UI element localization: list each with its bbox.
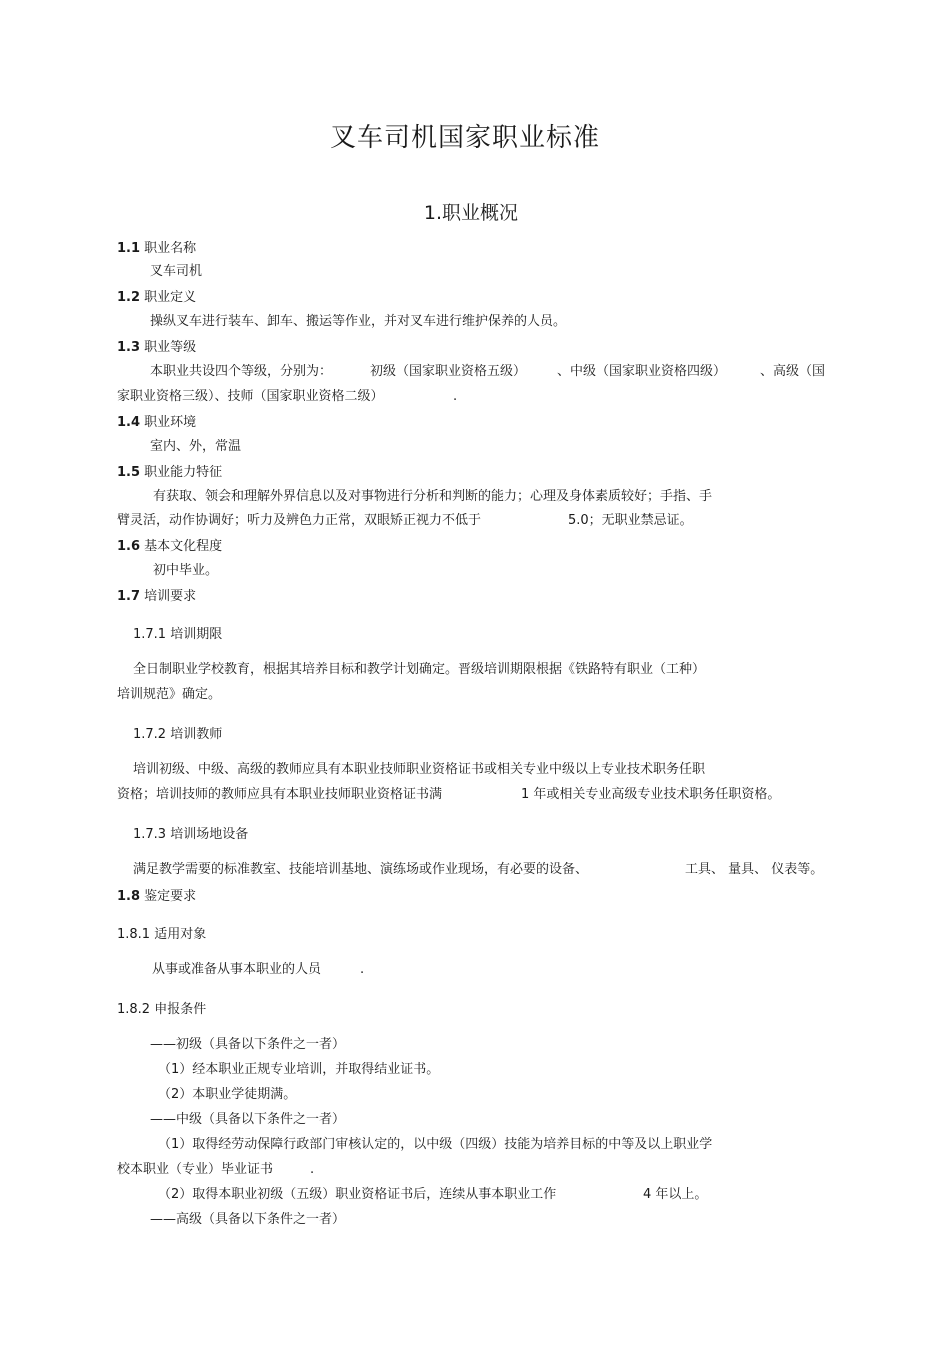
section-number: 1.6: [117, 539, 141, 554]
section-1-6-body: 初中毕业。: [153, 563, 219, 578]
chapter-heading: 1.职业概况: [423, 202, 519, 224]
subsection-1-8-1-body-b: .: [360, 962, 365, 977]
condition-intermediate-item-1-line-2b: .: [310, 1162, 315, 1177]
subsection-1-7-3-line-1b: 工具、 量具、 仪表等。: [685, 862, 824, 877]
section-number: 1.5: [117, 465, 141, 480]
section-1-1-heading: [117, 240, 196, 258]
section-1-3-line-1d: 、高级（国: [760, 364, 826, 379]
section-1-3-line-2b: .: [453, 389, 458, 404]
section-1-5-line-2b: 5.0；无职业禁忌证。: [568, 513, 693, 528]
subsection-1-7-2-line-2a: 资格；培训技师的教师应具有本职业技师职业资格证书满: [117, 787, 443, 802]
section-number: 1.4: [117, 415, 141, 430]
section-1-3-line-1b: 初级（国家职业资格五级）: [370, 364, 527, 379]
condition-senior-heading: ——高级（具备以下条件之一者）: [150, 1212, 346, 1227]
subsection-1-7-1-line-1: 全日制职业学校教育，根据其培养目标和教学计划确定。晋级培训期限根据《铁路特有职业（工种）: [133, 662, 706, 677]
section-number: 1.8: [117, 889, 141, 904]
section-number: 1.7: [117, 589, 141, 604]
condition-intermediate-item-1-line-1: （1）取得经劳动保障行政部门审核认定的，以中级（四级）技能为培养目标的中等及以上职业学: [158, 1137, 713, 1152]
section-number: 1.1: [117, 241, 141, 256]
subsection-1-8-1-heading: 1.8.1 适用对象: [117, 927, 207, 942]
section-1-3-line-2a: 家职业资格三级）、技师（国家职业资格二级）: [117, 389, 384, 404]
section-label: 职业环境: [144, 415, 197, 430]
section-label: 职业名称: [144, 241, 197, 256]
section-1-3-line-1a: 本职业共设四个等级，分别为：: [150, 364, 333, 379]
section-1-3-heading: [117, 339, 196, 357]
subsection-1-7-3-heading: 1.7.3 培训场地设备: [133, 827, 249, 842]
section-1-4-heading: [117, 414, 196, 432]
section-1-5-line-2a: 臂灵活，动作协调好；听力及辨色力正常，双眼矫正视力不低于: [117, 513, 482, 528]
condition-junior-item-2: （2）本职业学徒期满。: [158, 1087, 297, 1102]
section-1-4-body: 室内、外，常温: [150, 439, 242, 454]
subsection-1-8-1-body-a: 从事或准备从事本职业的人员: [152, 962, 322, 977]
document-title: 叉车司机国家职业标准: [329, 123, 600, 153]
section-label: 鉴定要求: [144, 889, 197, 904]
condition-junior-item-1: （1）经本职业正规专业培训，并取得结业证书。: [158, 1062, 440, 1077]
section-number: 1.2: [117, 290, 141, 305]
section-label: 培训要求: [144, 589, 197, 604]
section-1-3-line-1c: 、中级（国家职业资格四级）: [557, 364, 727, 379]
section-label: 职业定义: [144, 290, 197, 305]
condition-intermediate-item-2a: （2）取得本职业初级（五级）职业资格证书后，连续从事本职业工作: [158, 1187, 557, 1202]
subsection-1-7-1-heading: 1.7.1 培训期限: [133, 627, 223, 642]
section-1-8-heading: [117, 888, 196, 906]
subsection-1-7-3-line-1a: 满足教学需要的标准教室、技能培训基地、演练场或作业现场，有必要的设备、: [133, 862, 589, 877]
condition-intermediate-item-2b: 4 年以上。: [643, 1187, 708, 1202]
section-label: 职业等级: [144, 340, 197, 355]
section-1-2-heading: [117, 289, 196, 307]
section-label: 职业能力特征: [144, 465, 223, 480]
section-1-5-heading: [117, 464, 222, 482]
condition-intermediate-item-1-line-2a: 校本职业（专业）毕业证书: [117, 1162, 274, 1177]
section-1-5-line-1: 有获取、领会和理解外界信息以及对事物进行分析和判断的能力；心理及身体素质较好；手指、手: [153, 489, 713, 504]
subsection-1-7-2-heading: 1.7.2 培训教师: [133, 727, 223, 742]
section-1-1-body: 叉车司机: [150, 264, 203, 279]
subsection-1-7-2-line-2b: 1 年或相关专业高级专业技术职务任职资格。: [521, 787, 781, 802]
condition-intermediate-heading: ——中级（具备以下条件之一者）: [150, 1112, 346, 1127]
subsection-1-7-1-line-2: 培训规范》确定。: [117, 687, 222, 702]
condition-junior-heading: ——初级（具备以下条件之一者）: [150, 1037, 346, 1052]
section-1-2-body: 操纵叉车进行装车、卸车、搬运等作业，并对叉车进行维护保养的人员。: [150, 314, 567, 329]
section-1-6-heading: [117, 538, 222, 556]
subsection-1-8-2-heading: 1.8.2 申报条件: [117, 1002, 207, 1017]
section-label: 基本文化程度: [144, 539, 223, 554]
section-1-7-heading: [117, 588, 196, 606]
section-number: 1.3: [117, 340, 141, 355]
subsection-1-7-2-line-1: 培训初级、中级、高级的教师应具有本职业技师职业资格证书或相关专业中级以上专业技术职务任职: [133, 762, 706, 777]
